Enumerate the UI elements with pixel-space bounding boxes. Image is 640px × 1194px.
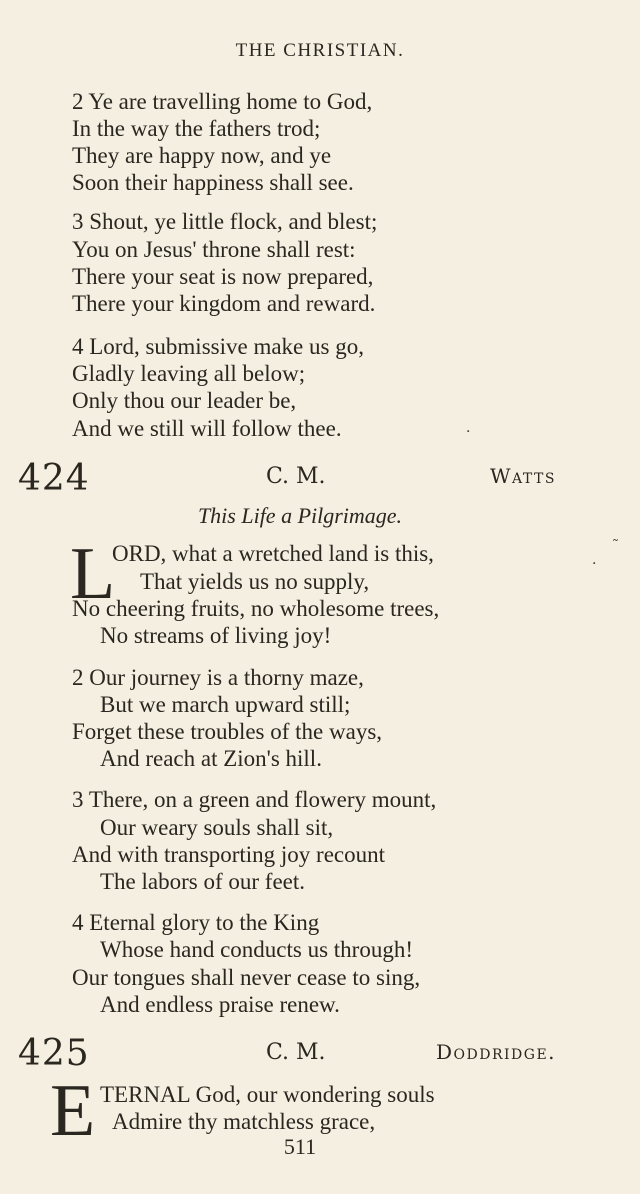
print-speck: · [592, 556, 597, 572]
verse-line: ORD, what a wretched land is this, [112, 541, 434, 566]
verse-line: And reach at Zion's hill. [100, 746, 322, 771]
verse-line: Only thou our leader be, [72, 388, 297, 413]
verse-line: Forget these troubles of the ways, [72, 719, 383, 744]
verse-line: They are happy now, and ye [72, 143, 332, 168]
verse-line: There your seat is now prepared, [72, 264, 374, 289]
verse-line: But we march upward still; [100, 692, 351, 717]
verse-line: Our tongues shall never cease to sing, [72, 965, 421, 990]
verse-line: And with transporting joy recount [72, 842, 386, 867]
drop-cap: E [50, 1070, 96, 1152]
verse-line: 2 Our journey is a thorny maze, [72, 665, 364, 690]
verse-line: 3 There, on a green and flowery mount, [72, 787, 437, 812]
hymn-number: 424 [18, 458, 90, 499]
verse-line: Admire thy matchless grace, [112, 1109, 376, 1134]
hymn-meter: C. M. [266, 464, 326, 489]
verse-line: In the way the fathers trod; [72, 116, 321, 141]
hymn-number: 425 [18, 1033, 90, 1074]
hymn-title: This Life a Pilgrimage. [197, 503, 403, 528]
verse-line: You on Jesus' throne shall rest: [72, 237, 356, 262]
verse-line: There your kingdom and reward. [72, 291, 376, 316]
hymn-meter: C. M. [266, 1040, 326, 1065]
verse-line: And we still will follow thee. [72, 416, 342, 441]
verse-line: The labors of our feet. [100, 869, 306, 894]
drop-cap: L [70, 533, 116, 615]
page-number: 511 [283, 1134, 317, 1159]
verse-line: 2 Ye are travelling home to God, [72, 89, 373, 114]
verse-line: Soon their happiness shall see. [72, 170, 354, 195]
verse-line: 4 Eternal glory to the King [72, 910, 320, 935]
verse-line: TERNAL God, our wondering souls [100, 1082, 435, 1107]
verse-line: No streams of living joy! [100, 623, 332, 648]
running-head: THE CHRISTIAN. [235, 40, 405, 61]
verse-line: And endless praise renew. [100, 992, 340, 1017]
verse-line: That yields us no supply, [140, 569, 370, 594]
print-speck: · [466, 424, 471, 440]
hymn-author: Watts [490, 464, 556, 488]
verse-line: Our weary souls shall sit, [100, 815, 334, 840]
verse-line: 3 Shout, ye little flock, and blest; [72, 209, 378, 234]
verse-line: 4 Lord, submissive make us go, [72, 334, 364, 359]
print-speck: ˜ [612, 538, 619, 554]
verse-line: Gladly leaving all below; [72, 361, 306, 386]
verse-line: No cheering fruits, no wholesome trees, [72, 596, 440, 621]
hymn-author: Doddridge. [436, 1040, 557, 1064]
verse-line: Whose hand conducts us through! [100, 937, 413, 962]
